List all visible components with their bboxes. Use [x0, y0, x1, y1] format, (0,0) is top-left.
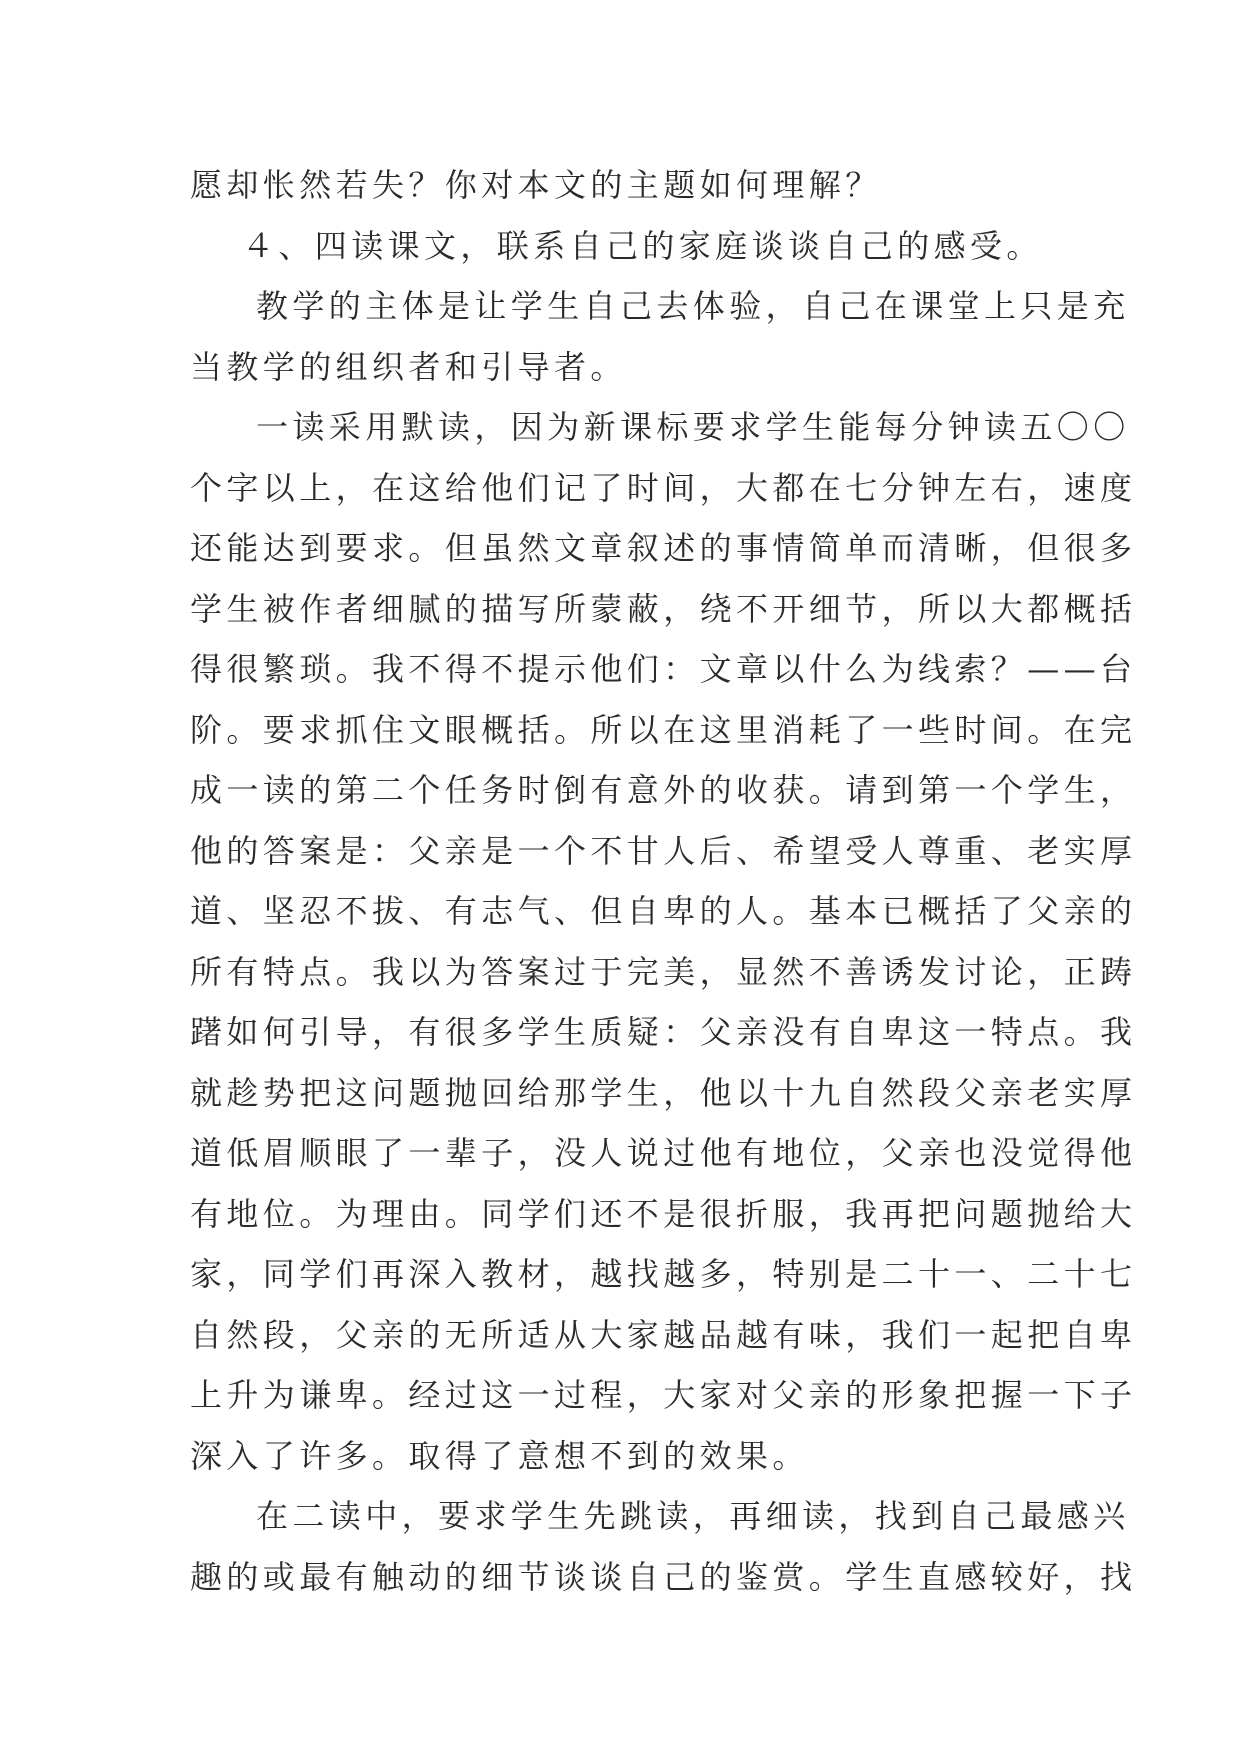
- body-text: [190, 155, 1137, 1607]
- text-line: 阶。要求抓住文眼概括。所以在这里消耗了一些时间。在完: [190, 710, 1137, 749]
- text-line: 成一读的第二个任务时倒有意外的收获。请到第一个学生，: [190, 771, 1137, 809]
- text-line: 得很繁琐。我不得不提示他们：文章以什么为线索？——台: [190, 650, 1137, 688]
- text-line: 有地位。为理由。同学们还不是很折服，我再把问题抛给大: [190, 1194, 1137, 1233]
- text-line: 他的答案是：父亲是一个不甘人后、希望受人尊重、老实厚: [190, 831, 1137, 870]
- paragraph-start: 在二读中，要求学生先跳读，再细读，找到自己最感兴: [256, 1497, 1130, 1535]
- text-line: 道、坚忍不拔、有志气、但自卑的人。基本已概括了父亲的: [190, 892, 1137, 930]
- text-line: 深入了许多。取得了意想不到的效果。: [190, 1436, 809, 1475]
- text-line: 学生被作者细腻的描写所蒙蔽，绕不开细节，所以大都概括: [190, 589, 1137, 628]
- text-line: 自然段，父亲的无所适从大家越品越有味，我们一起把自卑: [190, 1315, 1137, 1354]
- text-line: 道低眉顺眼了一辈子，没人说过他有地位，父亲也没觉得他: [190, 1134, 1137, 1172]
- text-line: 就趁势把这问题抛回给那学生，他以十九自然段父亲老实厚: [190, 1073, 1137, 1112]
- text-line: 上升为谦卑。经过这一过程，大家对父亲的形象把握一下子: [190, 1376, 1137, 1414]
- text-line: 愿却怅然若失？你对本文的主题如何理解？: [190, 166, 882, 204]
- text-line: 趣的或最有触动的细节谈谈自己的鉴赏。学生直感较好，找: [190, 1557, 1137, 1596]
- text-line: 所有特点。我以为答案过于完美，显然不善诱发讨论，正踌: [190, 952, 1137, 991]
- text-line: 还能达到要求。但虽然文章叙述的事情简单而清晰，但很多: [190, 529, 1137, 567]
- text-line: 家，同学们再深入教材，越找越多，特别是二十一、二十七: [190, 1255, 1137, 1293]
- list-item-4: ４、四读课文，联系自己的家庭谈谈自己的感受。: [242, 226, 1043, 265]
- text-line: 当教学的组织者和引导者。: [190, 347, 627, 386]
- paragraph-start: 教学的主体是让学生自己去体验，自己在课堂上只是充: [256, 287, 1130, 325]
- text-line: 躇如何引导，有很多学生质疑：父亲没有自卑这一特点。我: [190, 1013, 1137, 1051]
- text-line: 个字以上，在这给他们记了时间，大都在七分钟左右，速度: [190, 468, 1137, 507]
- paragraph-start: 一读采用默读，因为新课标要求学生能每分钟读五〇〇: [256, 408, 1130, 446]
